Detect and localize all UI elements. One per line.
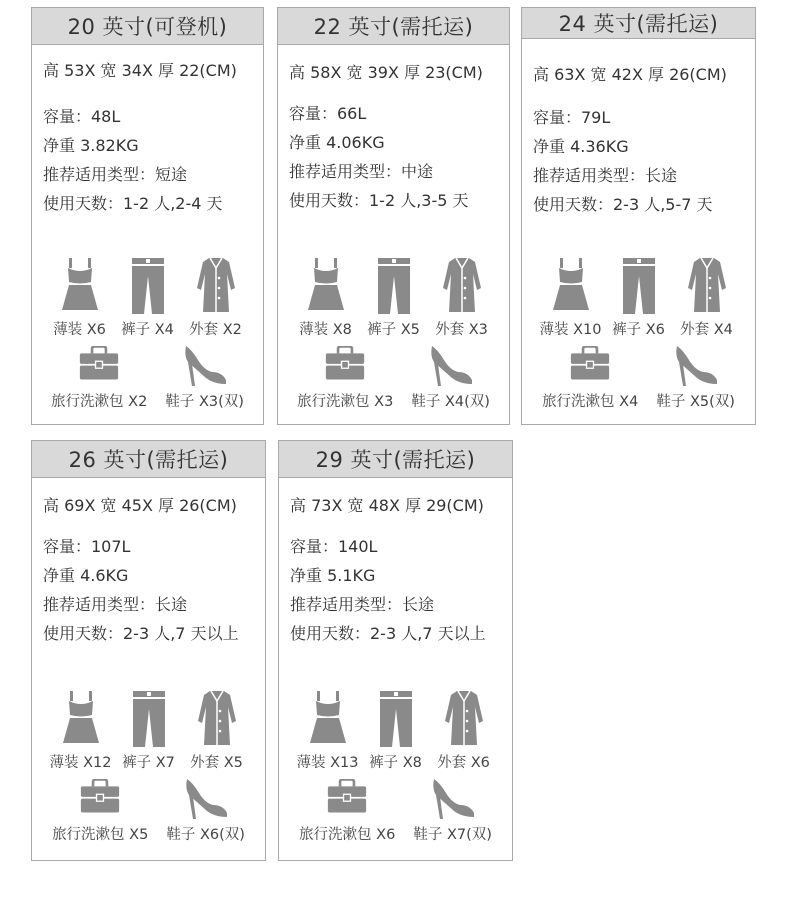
card-specs	[533, 103, 713, 219]
weight-text: 净重 4.06KG	[289, 133, 385, 152]
card-dimensions: 高 63X 宽 42X 厚 26(CM)	[533, 65, 727, 84]
pants-item	[118, 691, 180, 772]
accessory-row	[32, 779, 265, 844]
pants-icon	[377, 258, 411, 314]
coat-icon	[686, 258, 728, 314]
usage-days-text: 使用天数：2-3 人,5-7 天	[533, 195, 713, 214]
shoes-item	[413, 779, 492, 844]
coat-item	[676, 258, 738, 339]
accessory-row	[278, 346, 509, 411]
shoes-item	[166, 779, 245, 844]
accessory-row	[279, 779, 512, 844]
trip-type-text: 推荐适用类型：长途	[43, 595, 188, 614]
capacity-text: 容量：140L	[290, 537, 378, 556]
card-title: 24 英寸(需托运)	[522, 8, 755, 39]
pants-count: 裤子 X4	[121, 322, 174, 338]
card-specs	[43, 532, 239, 648]
card-specs	[290, 532, 486, 648]
coat-count: 外套 X2	[189, 322, 242, 338]
dress-count: 薄装 X10	[539, 322, 602, 338]
dress-icon	[306, 258, 346, 312]
coat-item	[186, 691, 248, 772]
accessory-row	[32, 346, 263, 411]
capacity-text: 容量：48L	[43, 107, 121, 126]
dress-icon	[60, 258, 100, 312]
weight-text: 净重 4.36KG	[533, 137, 629, 156]
dress-count: 薄装 X6	[53, 322, 106, 338]
usage-days-text: 使用天数：1-2 人,3-5 天	[289, 191, 469, 210]
size-card-24	[521, 7, 756, 425]
coat-icon	[195, 258, 237, 314]
pants-count: 裤子 X7	[122, 755, 175, 771]
weight-text: 净重 3.82KG	[43, 136, 139, 155]
toiletry-bag-item	[299, 779, 395, 844]
dress-icon	[551, 258, 591, 312]
clothing-row	[278, 258, 509, 339]
pants-count: 裤子 X6	[612, 322, 665, 338]
size-card-29	[278, 440, 513, 861]
toiletry-bag-icon	[80, 779, 120, 813]
pants-icon	[131, 258, 165, 314]
card-dimensions: 高 69X 宽 45X 厚 26(CM)	[43, 496, 237, 515]
card-dimensions: 高 58X 宽 39X 厚 23(CM)	[289, 63, 483, 82]
card-dimensions: 高 73X 宽 48X 厚 29(CM)	[290, 496, 484, 515]
pants-count: 裤子 X8	[369, 755, 422, 771]
toiletry-bag-count: 旅行洗漱包 X5	[52, 827, 149, 843]
shoes-count: 鞋子 X7(双)	[413, 827, 492, 843]
high-heel-icon	[428, 779, 478, 819]
capacity-text: 容量：79L	[533, 108, 611, 127]
pants-item	[608, 258, 670, 339]
shoes-count: 鞋子 X3(双)	[165, 394, 244, 410]
trip-type-text: 推荐适用类型：中途	[289, 162, 434, 181]
toiletry-bag-item	[51, 346, 147, 411]
size-card-22	[277, 7, 510, 425]
pants-item	[363, 258, 425, 339]
pants-item	[117, 258, 179, 339]
pants-count: 裤子 X5	[367, 322, 420, 338]
card-title: 29 英寸(需托运)	[279, 441, 512, 478]
card-specs	[43, 102, 223, 218]
pants-icon	[622, 258, 656, 314]
dress-item	[297, 691, 359, 772]
shoes-item	[411, 346, 490, 411]
clothing-row	[279, 691, 512, 772]
high-heel-icon	[671, 346, 721, 386]
coat-count: 外套 X5	[190, 755, 243, 771]
dress-count: 薄装 X13	[296, 755, 359, 771]
toiletry-bag-icon	[325, 346, 365, 380]
dress-count: 薄装 X12	[49, 755, 112, 771]
dress-count: 薄装 X8	[299, 322, 352, 338]
trip-type-text: 推荐适用类型：长途	[533, 166, 678, 185]
card-title: 26 英寸(需托运)	[32, 441, 265, 478]
pants-item	[365, 691, 427, 772]
card-title: 22 英寸(需托运)	[278, 8, 509, 45]
toiletry-bag-count: 旅行洗漱包 X6	[299, 827, 396, 843]
high-heel-icon	[181, 779, 231, 819]
pants-icon	[379, 691, 413, 747]
dress-item	[50, 691, 112, 772]
toiletry-bag-count: 旅行洗漱包 X4	[542, 394, 639, 410]
capacity-text: 容量：66L	[289, 104, 367, 123]
card-dimensions: 高 53X 宽 34X 厚 22(CM)	[43, 61, 237, 80]
shoes-count: 鞋子 X5(双)	[656, 394, 735, 410]
shoes-item	[165, 346, 244, 411]
card-specs	[289, 99, 469, 215]
toiletry-bag-count: 旅行洗漱包 X3	[297, 394, 394, 410]
coat-icon	[443, 691, 485, 747]
dress-icon	[308, 691, 348, 745]
dress-item	[295, 258, 357, 339]
clothing-row	[32, 258, 263, 339]
card-title: 20 英寸(可登机)	[32, 8, 263, 45]
shoes-count: 鞋子 X4(双)	[411, 394, 490, 410]
clothing-row	[522, 258, 755, 339]
size-card-20	[31, 7, 264, 425]
weight-text: 净重 4.6KG	[43, 566, 129, 585]
weight-text: 净重 5.1KG	[290, 566, 376, 585]
coat-icon	[196, 691, 238, 747]
shoes-count: 鞋子 X6(双)	[166, 827, 245, 843]
toiletry-bag-count: 旅行洗漱包 X2	[51, 394, 148, 410]
high-heel-icon	[426, 346, 476, 386]
clothing-row	[32, 691, 265, 772]
capacity-text: 容量：107L	[43, 537, 131, 556]
toiletry-bag-item	[542, 346, 638, 411]
toiletry-bag-icon	[79, 346, 119, 380]
toiletry-bag-item	[297, 346, 393, 411]
size-card-26	[31, 440, 266, 861]
dress-item	[540, 258, 602, 339]
coat-count: 外套 X6	[437, 755, 490, 771]
toiletry-bag-icon	[327, 779, 367, 813]
coat-item	[433, 691, 495, 772]
coat-item	[431, 258, 493, 339]
shoes-item	[656, 346, 735, 411]
pants-icon	[132, 691, 166, 747]
trip-type-text: 推荐适用类型：长途	[290, 595, 435, 614]
usage-days-text: 使用天数：2-3 人,7 天以上	[43, 624, 239, 643]
toiletry-bag-icon	[570, 346, 610, 380]
coat-count: 外套 X4	[680, 322, 733, 338]
coat-icon	[441, 258, 483, 314]
usage-days-text: 使用天数：1-2 人,2-4 天	[43, 194, 223, 213]
coat-item	[185, 258, 247, 339]
high-heel-icon	[180, 346, 230, 386]
dress-item	[49, 258, 111, 339]
accessory-row	[522, 346, 755, 411]
dress-icon	[61, 691, 101, 745]
coat-count: 外套 X3	[435, 322, 488, 338]
usage-days-text: 使用天数：2-3 人,7 天以上	[290, 624, 486, 643]
toiletry-bag-item	[52, 779, 148, 844]
trip-type-text: 推荐适用类型：短途	[43, 165, 188, 184]
